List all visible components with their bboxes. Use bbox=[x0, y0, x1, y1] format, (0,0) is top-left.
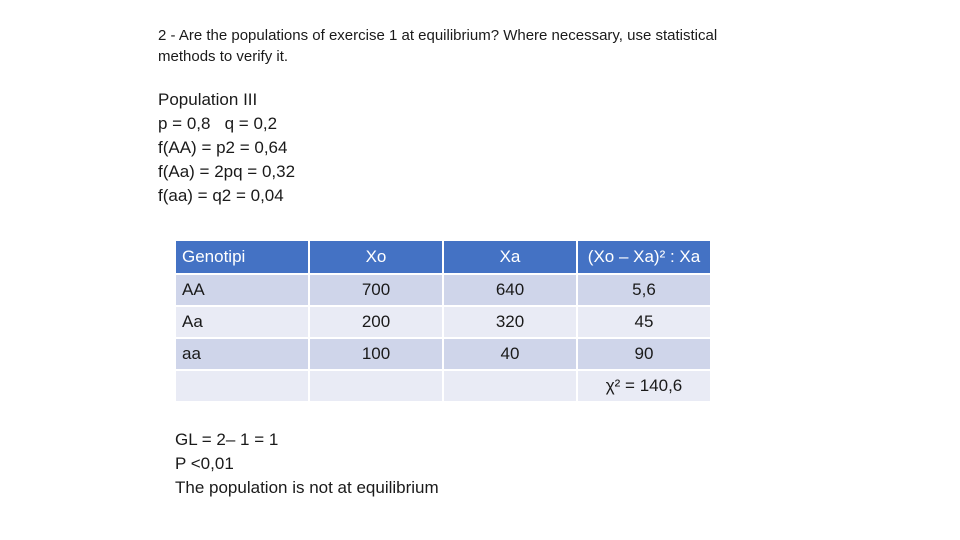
table-row bbox=[176, 275, 710, 307]
cell-empty bbox=[176, 371, 308, 403]
table-header-row bbox=[176, 241, 710, 275]
cell-chi-term: 90 bbox=[578, 339, 710, 371]
freq-Aa: f(Aa) = 2pq = 0,32 bbox=[158, 162, 296, 181]
cell-chi-term: 5,6 bbox=[578, 275, 710, 307]
chi-square-total: χ² = 140,6 bbox=[578, 371, 710, 403]
header-chi-term: (Xo – Xa)² : Xa bbox=[578, 241, 710, 275]
freq-AA: f(AA) = p2 = 0,64 bbox=[158, 138, 288, 157]
table-total-row bbox=[176, 371, 710, 403]
question-text bbox=[158, 25, 798, 67]
cell-xo: 200 bbox=[310, 307, 442, 339]
cell-genotype: Aa bbox=[176, 307, 308, 339]
population-block bbox=[158, 88, 295, 208]
header-xa: Xa bbox=[444, 241, 576, 275]
conclusion-result: The population is not at equilibrium bbox=[175, 478, 439, 497]
cell-empty bbox=[310, 371, 442, 403]
cell-xa: 320 bbox=[444, 307, 576, 339]
cell-xo: 100 bbox=[310, 339, 442, 371]
p-value: P <0,01 bbox=[175, 454, 234, 473]
question-line-1: 2 - Are the populations of exercise 1 at equilibrium? Where necessary, use statistical bbox=[158, 27, 718, 44]
cell-xa: 640 bbox=[444, 275, 576, 307]
degrees-of-freedom: GL = 2– 1 = 1 bbox=[175, 430, 279, 449]
header-xo: Xo bbox=[310, 241, 442, 275]
table-row bbox=[176, 339, 710, 371]
cell-empty bbox=[444, 371, 576, 403]
freq-aa: f(aa) = q2 = 0,04 bbox=[158, 186, 284, 205]
cell-chi-term: 45 bbox=[578, 307, 710, 339]
conclusion-block bbox=[175, 428, 439, 500]
table-row bbox=[176, 307, 710, 339]
question-line-2: methods to verify it. bbox=[158, 48, 289, 65]
allele-frequencies: p = 0,8 q = 0,2 bbox=[158, 114, 278, 133]
cell-xo: 700 bbox=[310, 275, 442, 307]
population-title: Population III bbox=[158, 90, 258, 109]
cell-genotype: aa bbox=[176, 339, 308, 371]
cell-xa: 40 bbox=[444, 339, 576, 371]
cell-genotype: AA bbox=[176, 275, 308, 307]
genotype-table bbox=[174, 241, 712, 403]
header-genotipi: Genotipi bbox=[176, 241, 308, 275]
